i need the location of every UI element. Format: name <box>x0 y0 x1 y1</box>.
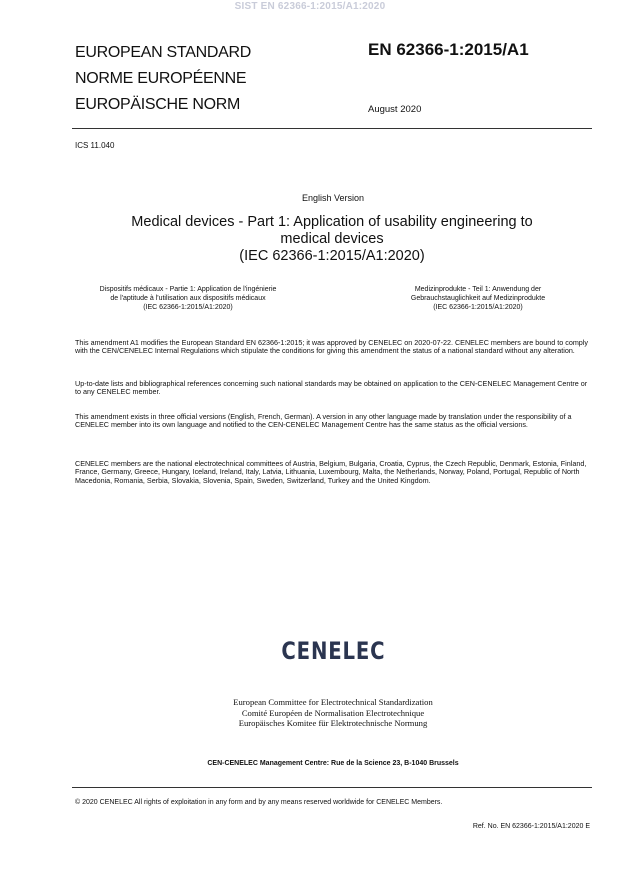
members-paragraph: CENELEC members are the national electrotechnical committees of Austria, Belgium, Bulgaria, Croatia, Cyprus, the Czech Republic, Denmark, Estonia, Finland, France, Germany, Greece, Hungary, Iceland, Ireland, Italy, Latvia, Lithuania, Luxembourg, Malta, the Netherlands, Norway, Poland, Portugal, Republic of North Macedonia, Romania, Serbia, Slovakia, Slovenia, Spain, Sweden, Switzerland, Turkey and the United Kingdom. <box>75 459 587 485</box>
title-line-2: medical devices <box>280 231 384 247</box>
standard-number: EN 62366-1:2015/A1 <box>368 40 529 59</box>
versions-paragraph: This amendment exists in three official versions (English, French, German). A version in any other language made by translation under the responsibility of a CENELEC member into its own language and notified to the CEN-CENELEC Management Centre has the same status as the official versions. <box>75 412 572 430</box>
publication-date: August 2020 <box>368 104 422 115</box>
committee-name-en: European Committee for Electrotechnical Standardization <box>233 697 433 707</box>
cenelec-logo-text: CENELEC <box>281 637 385 665</box>
ics-code: ICS 11.040 <box>75 141 115 150</box>
cenelec-logo <box>0 637 620 665</box>
french-title <box>72 285 304 312</box>
management-centre-address: CEN-CENELEC Management Centre: Rue de la Science 23, B-1040 Brussels <box>207 760 459 767</box>
reference-number: Ref. No. EN 62366-1:2015/A1:2020 E <box>472 823 590 830</box>
watermark: SIST EN 62366-1:2015/A1:2020 <box>234 1 386 12</box>
language-version: English Version <box>301 193 365 203</box>
standard-type-en: EUROPEAN STANDARD <box>75 44 251 61</box>
standard-type-de: EUROPÄISCHE NORM <box>75 96 240 113</box>
header-rule <box>72 128 592 129</box>
french-title-line: de l'aptitude à l'utilisation aux dispositifs médicaux <box>110 295 266 302</box>
approval-paragraph: This amendment A1 modifies the European Standard EN 62366-1:2015; it was approved by CENELEC on 2020-07-22. CENELEC members are bound to comply with the CEN/CENELEC Internal Regulations which stipulate the conditions for giving this amendment the status of a national standard without any alteration. <box>75 338 588 356</box>
title-line-1: Medical devices - Part 1: Application of usability engineering to <box>131 214 533 230</box>
committee-name-fr: Comité Européen de Normalisation Electrotechnique <box>241 707 425 718</box>
german-title-line: (IEC 62366-1:2015/A1:2020) <box>433 304 523 311</box>
committee-name-de: Europäisches Komitee für Elektrotechnische Normung <box>238 718 428 728</box>
german-title-line: Gebrauchstauglichkeit auf Medizinprodukte <box>410 295 546 302</box>
standard-type-fr: NORME EUROPÉENNE <box>75 70 247 87</box>
footer-rule <box>72 787 592 788</box>
committee-names <box>0 697 620 729</box>
copyright-notice: © 2020 CENELEC All rights of exploitation in any form and by any means reserved worldwide for CENELEC Members. <box>75 799 443 806</box>
french-title-line: (IEC 62366-1:2015/A1:2020) <box>143 304 233 311</box>
german-title <box>368 285 588 312</box>
french-title-line: Dispositifs médicaux - Partie 1: Application de l'ingénierie <box>99 286 277 293</box>
title-line-3: (IEC 62366-1:2015/A1:2020) <box>239 248 425 264</box>
german-title-line: Medizinprodukte - Teil 1: Anwendung der <box>414 286 542 293</box>
references-paragraph: Up-to-date lists and bibliographical references concerning such national standards may be obtained on application to the CEN-CENELEC Management Centre or to any CENELEC member. <box>75 379 588 397</box>
document-title <box>124 214 540 265</box>
standard-type-headings <box>75 40 251 118</box>
